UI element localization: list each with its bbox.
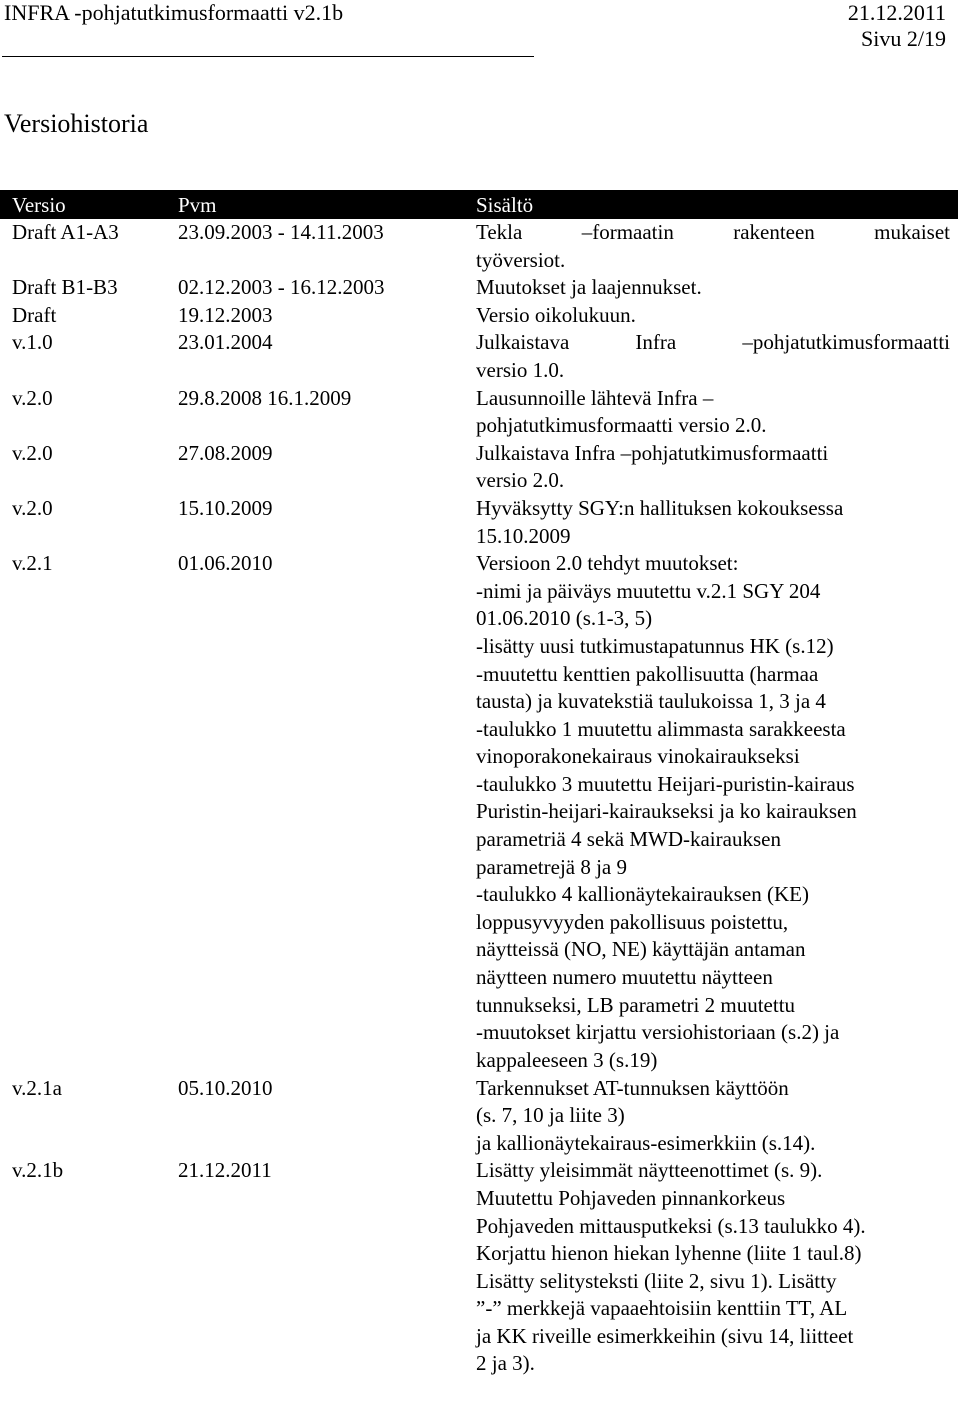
cell-content — [476, 550, 950, 1074]
table-row — [0, 550, 958, 1074]
table-row — [0, 219, 958, 274]
cell-content — [476, 302, 950, 330]
content-line: työversiot. — [476, 247, 566, 272]
cell-version: Draft B1-B3 — [12, 275, 118, 300]
cell-content — [476, 385, 950, 440]
cell-date: 05.10.2010 — [178, 1075, 273, 1100]
cell-content — [476, 495, 950, 550]
content-line: parametriä 4 sekä MWD-kairauksen — [476, 827, 781, 852]
cell-content — [476, 274, 950, 302]
cell-version: v.2.0 — [12, 385, 53, 410]
cell-date: 02.12.2003 - 16.12.2003 — [178, 275, 385, 300]
content-line: tausta) ja kuvatekstiä taulukoissa 1, 3 ja 4 — [476, 689, 826, 714]
content-line: pohjatutkimusformaatti versio 2.0. — [476, 413, 767, 438]
table-row — [0, 302, 958, 330]
content-line: 2 ja 3). — [476, 1351, 535, 1376]
table-row — [0, 274, 958, 302]
table-row — [0, 440, 958, 495]
content-line: Puristin-heijari-kairaukseksi ja ko kairauksen — [476, 799, 857, 824]
cell-date: 01.06.2010 — [178, 551, 273, 576]
cell-date: 29.8.2008 16.1.2009 — [178, 385, 352, 410]
column-header-version: Versio — [12, 193, 66, 217]
cell-date: 19.12.2003 — [178, 302, 273, 327]
content-line: -muutokset kirjattu versiohistoriaan (s.2) ja — [476, 1020, 840, 1045]
cell-version: v.2.1 — [12, 551, 53, 576]
content-line: Muutokset ja laajennukset. — [476, 275, 702, 300]
content-line: Lisätty selitysteksti (liite 2, sivu 1). Lisätty — [476, 1268, 837, 1293]
page-title: Versiohistoria — [4, 109, 149, 138]
column-header-date: Pvm — [178, 193, 217, 217]
content-line: Tarkennukset AT-tunnuksen käyttöön — [476, 1075, 789, 1100]
table-row — [0, 385, 958, 440]
content-line: Versioon 2.0 tehdyt muutokset: — [476, 551, 739, 576]
content-line: loppusyvyyden pakollisuus poistettu, — [476, 909, 789, 934]
cell-content — [476, 219, 950, 274]
content-line: kappaleeseen 3 (s.19) — [476, 1047, 658, 1072]
header-page-number: Sivu 2/19 — [861, 26, 946, 51]
document-header-title: INFRA -pohjatutkimusformaatti v2.1b — [4, 0, 344, 25]
content-line: -muutettu kenttien pakollisuutta (harmaa — [476, 661, 819, 686]
content-line: Pohjaveden mittausputkeksi (s.13 taulukko 4). — [476, 1213, 866, 1238]
document-header-meta — [848, 0, 946, 52]
cell-content — [476, 329, 950, 384]
content-line: tunnukseksi, LB parametri 2 muutettu — [476, 992, 796, 1017]
header-rule — [2, 56, 534, 57]
content-line: näytteen numero muutettu näytteen — [476, 965, 773, 990]
content-line: versio 2.0. — [476, 468, 565, 493]
content-line: Lisätty yleisimmät näytteenottimet (s. 9). — [476, 1158, 823, 1183]
table-row — [0, 1075, 958, 1158]
cell-version: v.2.1a — [12, 1075, 62, 1100]
column-header-content: Sisältö — [476, 193, 534, 217]
content-line: (s. 7, 10 ja liite 3) — [476, 1103, 625, 1128]
cell-date: 15.10.2009 — [178, 495, 273, 520]
content-line: vinoporakonekairaus vinokairaukseksi — [476, 744, 800, 769]
cell-version: v.2.0 — [12, 495, 53, 520]
cell-content — [476, 1075, 950, 1158]
cell-content — [476, 440, 950, 495]
content-line: Versio oikolukuun. — [476, 302, 636, 327]
content-line: ja kallionäytekairaus-esimerkkiin (s.14). — [476, 1130, 816, 1155]
content-line: Tekla –formaatin rakenteen mukaiset — [476, 220, 950, 244]
content-line: Hyväksytty SGY:n hallituksen kokouksessa — [476, 495, 844, 520]
table-row — [0, 329, 958, 384]
content-line: 15.10.2009 — [476, 523, 571, 548]
content-line: -nimi ja päiväys muutettu v.2.1 SGY 204 — [476, 578, 821, 603]
content-line: näytteissä (NO, NE) käyttäjän antaman — [476, 937, 806, 962]
content-line: Korjattu hienon hiekan lyhenne (liite 1 taul.8) — [476, 1241, 862, 1266]
version-history-table — [0, 190, 958, 1378]
content-line: parametrejä 8 ja 9 — [476, 854, 627, 879]
cell-date: 23.01.2004 — [178, 330, 273, 355]
cell-version: v.1.0 — [12, 330, 53, 355]
content-line: -taulukko 1 muutettu alimmasta sarakkeesta — [476, 716, 846, 741]
cell-version: v.2.0 — [12, 440, 53, 465]
content-line: Julkaistava Infra –pohjatutkimusformaatti — [476, 330, 950, 355]
table-row — [0, 495, 958, 550]
content-line: ”-” merkkejä vapaaehtoisiin kenttiin TT, AL — [476, 1296, 848, 1321]
content-line: Lausunnoille lähtevä Infra – — [476, 385, 714, 410]
content-line: -taulukko 3 muutettu Heijari-puristin-kairaus — [476, 771, 855, 796]
content-line: ja KK riveille esimerkkeihin (sivu 14, liitteet — [476, 1323, 854, 1348]
content-line: 01.06.2010 (s.1-3, 5) — [476, 606, 653, 631]
cell-version: v.2.1b — [12, 1158, 64, 1183]
header-date: 21.12.2011 — [847, 0, 946, 25]
cell-date: 21.12.2011 — [178, 1158, 272, 1183]
table-header-row — [0, 190, 958, 219]
cell-date: 23.09.2003 - 14.11.2003 — [178, 220, 384, 244]
content-line: -taulukko 4 kallionäytekairauksen (KE) — [476, 882, 809, 907]
table-row — [0, 1157, 958, 1378]
content-line: Muutettu Pohjaveden pinnankorkeus — [476, 1185, 786, 1210]
content-line: versio 1.0. — [476, 357, 565, 382]
cell-content — [476, 1157, 950, 1378]
content-line: Julkaistava Infra –pohjatutkimusformaatti — [476, 440, 829, 465]
cell-version: Draft — [12, 302, 57, 327]
cell-date: 27.08.2009 — [178, 440, 273, 465]
content-line: -lisätty uusi tutkimustapatunnus HK (s.12) — [476, 633, 834, 658]
cell-version: Draft A1-A3 — [12, 220, 119, 244]
